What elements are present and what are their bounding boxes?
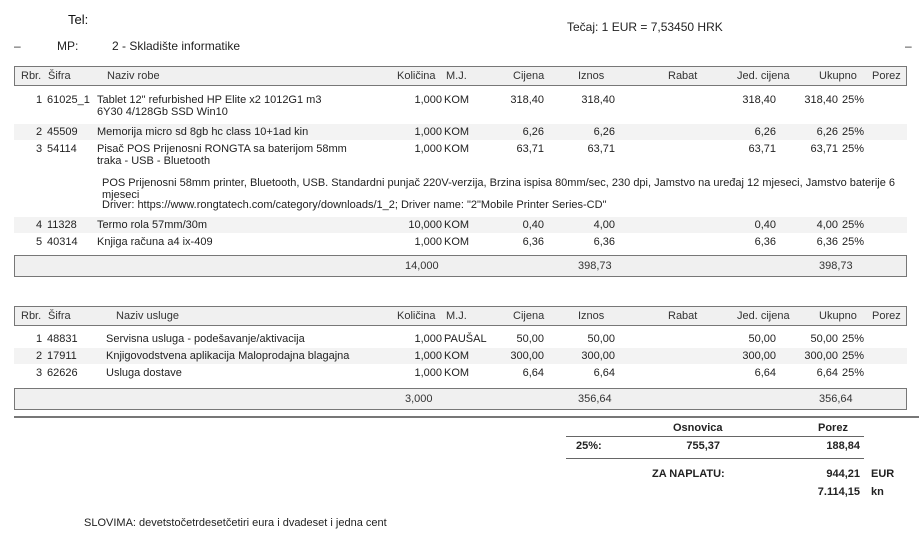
row-rbr: 1 (36, 333, 43, 345)
row-cijena: 0,40 (522, 219, 544, 231)
col-rbr: Rbr. (21, 310, 42, 322)
row-naziv: Servisna usluga - podešavanje/aktivacija (106, 333, 305, 345)
eur-label: EUR (871, 468, 895, 480)
row-jed-cijena: 50,00 (748, 333, 776, 345)
row-porez: 25% (842, 126, 865, 138)
col-ukupno: Ukupno (819, 70, 857, 82)
row-ukupno: 6,36 (816, 236, 838, 248)
col-cijena: Cijena (513, 310, 545, 322)
row-cijena: 50,00 (516, 333, 544, 345)
row-naziv: Tablet 12" refurbished HP Elite x2 1012G1 m3 (97, 94, 322, 106)
row-ukupno: 6,26 (816, 126, 838, 138)
col-sifra: Šifra (48, 310, 71, 322)
row-cijena: 6,36 (522, 236, 544, 248)
row-jed-cijena: 6,36 (754, 236, 776, 248)
col-porez: Porez (872, 70, 901, 82)
row-mj: KOM (444, 143, 470, 155)
table-row (14, 365, 907, 381)
right-dash: – (905, 39, 912, 53)
row-porez: 25% (842, 367, 865, 379)
table-row (14, 124, 907, 140)
col-rabat: Rabat (668, 310, 698, 322)
row-naziv-line2: 6Y30 4/128Gb SSD Win10 (97, 106, 228, 118)
row-jed-cijena: 6,64 (754, 367, 776, 379)
table-row (14, 331, 907, 347)
col-kolicina: Količina (397, 310, 436, 322)
row-rbr: 2 (36, 126, 43, 138)
row-porez: 25% (842, 236, 865, 248)
total-kn: 7.114,15 (817, 486, 860, 498)
total-kolicina: 14,000 (405, 260, 439, 272)
total-ukupno: 356,64 (819, 393, 853, 405)
row-iznos: 6,36 (593, 236, 615, 248)
left-dash: – (14, 39, 21, 53)
product-note: POS Prijenosni 58mm printer, Bluetooth, USB. Standardni punjač 220V-verzija, Brzina ispisa 80mm/sec, 230 dpi, Jamstvo na uređaj 12 mjeseci, Jamstvo baterije 6 mjeseci (102, 177, 895, 201)
row-naziv: Termo rola 57mm/30m (97, 219, 208, 231)
row-naziv: Usluga dostave (106, 367, 182, 379)
row-rbr: 4 (36, 219, 43, 231)
goods-table-header (14, 66, 907, 86)
row-mj: PAUŠAL (444, 333, 487, 345)
row-cijena: 63,71 (516, 143, 544, 155)
col-iznos: Iznos (578, 70, 605, 82)
mp-value: 2 - Skladište informatike (112, 39, 241, 53)
col-naziv: Naziv robe (107, 70, 160, 82)
row-sifra: 45509 (47, 126, 78, 138)
table-row (14, 348, 907, 364)
row-rbr: 3 (36, 143, 43, 155)
col-porez: Porez (872, 310, 901, 322)
row-cijena: 6,64 (522, 367, 544, 379)
col-jed-cijena: Jed. cijena (737, 310, 790, 322)
row-kolicina: 1,000 (414, 236, 442, 248)
row-ukupno: 6,64 (816, 367, 838, 379)
col-rabat: Rabat (668, 70, 698, 82)
row-ukupno: 4,00 (816, 219, 838, 231)
row-naziv: Pisač POS Prijenosni RONGTA sa baterijom 58mm (97, 143, 347, 155)
row-jed-cijena: 0,40 (754, 219, 776, 231)
row-kolicina: 1,000 (414, 367, 442, 379)
row-kolicina: 1,000 (414, 143, 442, 155)
row-mj: KOM (444, 236, 470, 248)
osnovica-value: 755,37 (686, 440, 720, 452)
row-iznos: 6,26 (593, 126, 615, 138)
row-sifra: 17911 (47, 350, 77, 362)
table-row (14, 217, 907, 233)
row-iznos: 63,71 (587, 143, 615, 155)
services-table-header (14, 306, 907, 326)
row-porez: 25% (842, 94, 865, 106)
summary-line-bottom (566, 458, 864, 459)
col-naziv: Naziv usluge (116, 310, 179, 322)
col-sifra: Šifra (48, 70, 71, 82)
kn-label: kn (871, 486, 884, 498)
row-mj: KOM (444, 350, 470, 362)
row-ukupno: 50,00 (810, 333, 838, 345)
driver-note: Driver: https://www.rongtatech.com/category/downloads/1_2; Driver name: "2"Mobile Printer Series-CD" (102, 199, 607, 211)
tax-rate: 25%: (576, 440, 602, 452)
col-mj: M.J. (446, 310, 467, 322)
row-kolicina: 10,000 (408, 219, 442, 231)
row-cijena: 6,26 (522, 126, 544, 138)
row-iznos: 50,00 (587, 333, 615, 345)
row-porez: 25% (842, 219, 865, 231)
row-kolicina: 1,000 (414, 126, 442, 138)
row-kolicina: 1,000 (414, 350, 442, 362)
exchange-rate: Tečaj: 1 EUR = 7,53450 HRK (567, 20, 723, 34)
row-sifra: 54114 (47, 143, 77, 155)
row-ukupno: 63,71 (810, 143, 838, 155)
total-ukupno: 398,73 (819, 260, 853, 272)
row-kolicina: 1,000 (414, 94, 442, 106)
row-kolicina: 1,000 (414, 333, 442, 345)
row-jed-cijena: 63,71 (748, 143, 776, 155)
mp-label: MP: (57, 39, 79, 53)
row-rbr: 3 (36, 367, 43, 379)
col-iznos: Iznos (578, 310, 605, 322)
row-porez: 25% (842, 333, 865, 345)
osnovica-label: Osnovica (673, 422, 723, 434)
row-mj: KOM (444, 126, 470, 138)
separator-line (14, 416, 919, 418)
row-mj: KOM (444, 367, 470, 379)
row-porez: 25% (842, 350, 865, 362)
col-cijena: Cijena (513, 70, 545, 82)
row-cijena: 300,00 (510, 350, 544, 362)
summary-line-top (566, 436, 864, 437)
row-naziv-line2: traka - USB - Bluetooth (97, 155, 211, 167)
row-cijena: 318,40 (510, 94, 544, 106)
row-iznos: 318,40 (581, 94, 615, 106)
row-jed-cijena: 300,00 (742, 350, 776, 362)
total-iznos: 398,73 (578, 260, 612, 272)
col-jed-cijena: Jed. cijena (737, 70, 790, 82)
row-jed-cijena: 6,26 (754, 126, 776, 138)
row-naziv: Memorija micro sd 8gb hc class 10+1ad kin (97, 126, 309, 138)
row-mj: KOM (444, 219, 470, 231)
table-row (14, 234, 907, 250)
goods-totals-row (14, 255, 907, 277)
total-eur: 944,21 (826, 468, 860, 480)
total-iznos: 356,64 (578, 393, 612, 405)
porez-value: 188,84 (826, 440, 860, 452)
row-rbr: 2 (36, 350, 43, 362)
col-mj: M.J. (446, 70, 467, 82)
col-rbr: Rbr. (21, 70, 42, 82)
row-iznos: 6,64 (593, 367, 615, 379)
row-naziv: Knjigovodstvena aplikacija Maloprodajna blagajna (106, 350, 350, 362)
row-iznos: 4,00 (593, 219, 615, 231)
table-row (14, 92, 907, 122)
amount-in-words: SLOVIMA: devetstočetrdesetčetiri eura i dvadeset i jedna cent (84, 517, 387, 529)
row-rbr: 1 (36, 94, 43, 106)
row-mj: KOM (444, 94, 470, 106)
total-kolicina: 3,000 (405, 393, 433, 405)
row-ukupno: 318,40 (804, 94, 838, 106)
row-sifra: 61025_1 (47, 94, 90, 106)
row-sifra: 62626 (47, 367, 78, 379)
row-rbr: 5 (36, 236, 43, 248)
row-iznos: 300,00 (581, 350, 615, 362)
row-sifra: 11328 (47, 219, 77, 231)
services-totals-row (14, 388, 907, 410)
row-sifra: 48831 (47, 333, 78, 345)
row-sifra: 40314 (47, 236, 78, 248)
row-ukupno: 300,00 (804, 350, 838, 362)
row-jed-cijena: 318,40 (742, 94, 776, 106)
col-kolicina: Količina (397, 70, 436, 82)
row-naziv: Knjiga računa a4 ix-409 (97, 236, 213, 248)
col-ukupno: Ukupno (819, 310, 857, 322)
porez-label: Porez (818, 422, 848, 434)
za-naplatu-label: ZA NAPLATU: (652, 468, 725, 480)
tel-label: Tel: (68, 12, 89, 27)
table-row (14, 141, 907, 213)
row-porez: 25% (842, 143, 865, 155)
